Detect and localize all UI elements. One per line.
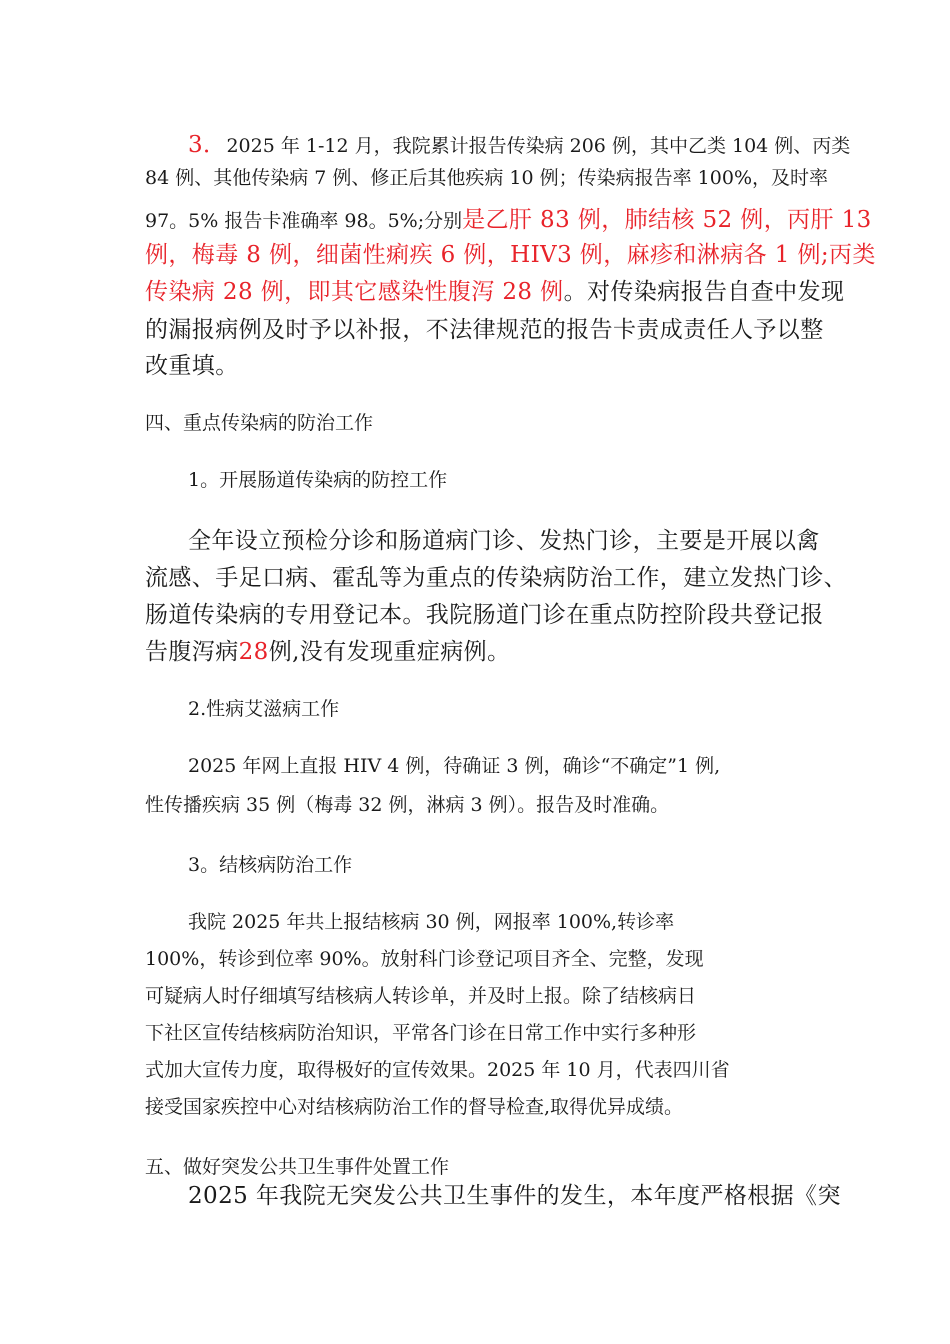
section4-p3-line-6: 接受国家疾控中心对结核病防治工作的督导检查,取得优异成绩。	[145, 1096, 684, 1118]
para3-line-7: 改重填。	[145, 353, 239, 379]
section4-p2-line-1: 2025 年网上直报 HIV 4 例，待确证 3 例，确诊“不确定”1 例,	[188, 755, 721, 777]
section4-p3-line-5: 式加大宣传力度，取得极好的宣传效果。2025 年 10 月，代表四川省	[145, 1059, 730, 1081]
section4-p3-line-2: 100%，转诊到位率 90%。放射科门诊登记项目齐全、完整，发现	[145, 948, 704, 970]
section4-subheading-2: 2.性病艾滋病工作	[188, 698, 340, 720]
section4-p3-line-1: 我院 2025 年共上报结核病 30 例，网报率 100%,转诊率	[188, 911, 675, 933]
section4-p3-line-4: 下社区宣传结核病防治知识，平常各门诊在日常工作中实行多种形	[145, 1022, 697, 1044]
para3-line-5: 传染病 28 例，即其它感染性腹泻 28 例。对传染病报告自查中发现	[145, 279, 845, 305]
diarrhea-count: 28	[238, 639, 269, 665]
para3-line-6: 的漏报病例及时予以补报，不法律规范的报告卡责成责任人予以整	[145, 317, 824, 343]
para3-line-4: 例，梅毒 8 例，细菌性痢疾 6 例，HIV3 例，麻疹和淋病各 1 例;丙类	[145, 242, 876, 268]
para3-line-1: 3．2025 年 1-12 月，我院累计报告传染病 206 例，其中乙类 104 例、丙类	[188, 132, 851, 158]
section4-p1-line-4: 告腹泻病28例,没有发现重症病例。	[145, 639, 511, 665]
section4-subheading-3: 3。结核病防治工作	[188, 854, 353, 876]
section4-subheading-1: 1。开展肠道传染病的防控工作	[188, 469, 448, 491]
section5-heading: 五、做好突发公共卫生事件处置工作	[145, 1156, 450, 1178]
para3-line-2: 84 例、其他传染病 7 例、修正后其他疾病 10 例；传染病报告率 100%，及时率	[145, 167, 828, 189]
section4-p1-line-1: 全年设立预检分诊和肠道病门诊、发热门诊，主要是开展以禽	[188, 528, 820, 554]
section4-p2-line-2: 性传播疾病 35 例（梅毒 32 例，淋病 3 例）。报告及时准确。	[145, 794, 670, 816]
para3-number: 3．	[188, 132, 227, 158]
para3-line-3: 97。5% 报告卡准确率 98。5%;分别是乙肝 83 例，肺结核 52 例，丙肝 13	[145, 207, 872, 233]
section4-p1-line-2: 流感、手足口病、霍乱等为重点的传染病防治工作，建立发热门诊、	[145, 565, 847, 591]
para3-highlight: 是乙肝 83 例，肺结核 52 例，丙肝 13	[462, 207, 872, 233]
section4-p1-line-3: 肠道传染病的专用登记本。我院肠道门诊在重点防控阶段共登记报	[145, 602, 824, 628]
section4-p3-line-3: 可疑病人时仔细填写结核病人转诊单，并及时上报。除了结核病日	[145, 985, 697, 1007]
section4-heading: 四、重点传染病的防治工作	[145, 412, 374, 434]
section5-p1-line-1: 2025 年我院无突发公共卫生事件的发生，本年度严格根据《突	[188, 1183, 841, 1209]
